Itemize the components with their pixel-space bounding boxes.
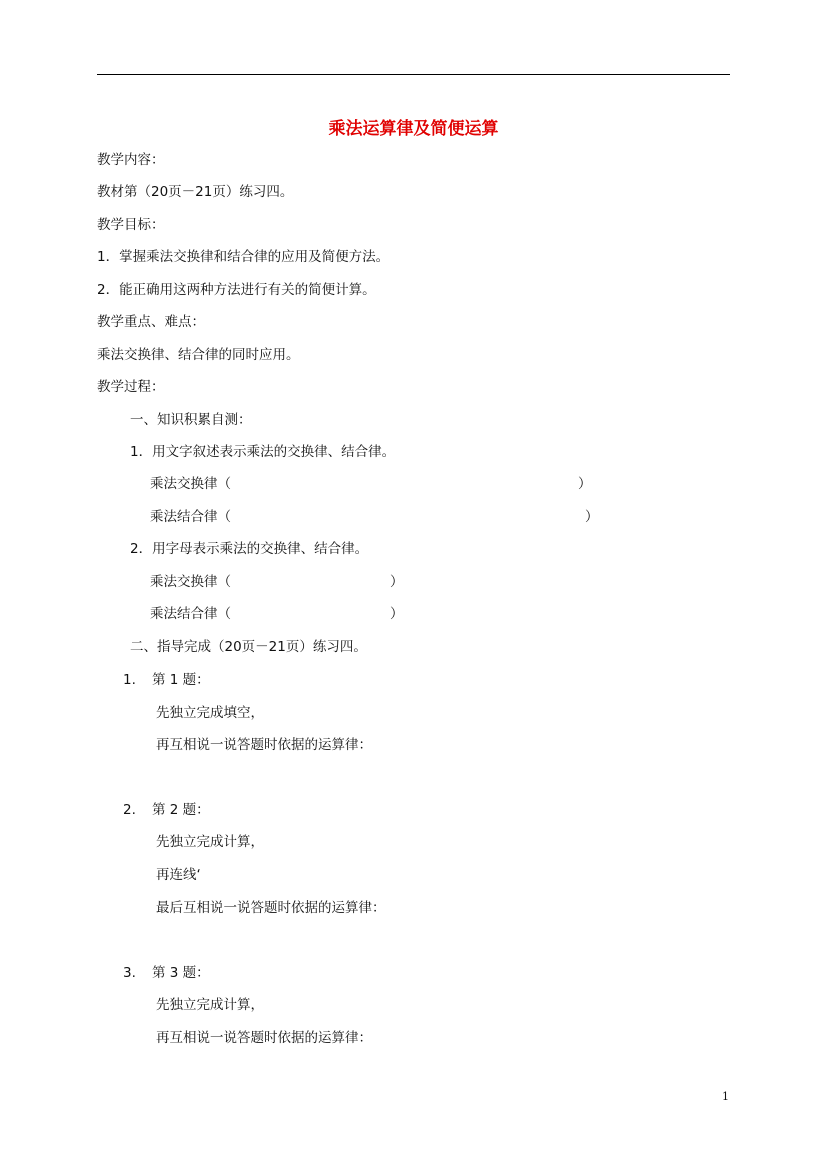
text-line: 乘法交换律、结合律的同时应用。 [97, 347, 300, 363]
text-line: 2．用字母表示乘法的交换律、结合律。 [130, 541, 369, 557]
text-line: 一、知识积累自测： [130, 412, 252, 428]
text-line: 乘法结合律（ [150, 606, 231, 622]
text-line: 教学目标： [97, 217, 165, 233]
text-line: 第 1 题： [152, 672, 210, 688]
text-line: 先独立完成计算， [156, 834, 264, 850]
text-line: 第 2 题： [152, 802, 210, 818]
header-rule [97, 74, 730, 75]
text-line: 再连线‘ [156, 867, 201, 883]
text-line: 二、指导完成（20页－21页）练习四。 [130, 639, 367, 655]
text-line: 乘法结合律（ [150, 509, 231, 525]
text-line: 再互相说一说答题时依据的运算律： [156, 737, 372, 753]
text-line: 教材第（20页－21页）练习四。 [97, 184, 294, 200]
list-number: 1. [123, 672, 136, 688]
text-line: 最后互相说一说答题时依据的运算律： [156, 900, 386, 916]
text-line: ） [390, 574, 404, 590]
text-line: 1．掌握乘法交换律和结合律的应用及简便方法。 [97, 249, 390, 265]
page-title: 乘法运算律及简便运算 [328, 119, 499, 139]
text-line: 先独立完成计算， [156, 997, 264, 1013]
text-line: 乘法交换律（ [150, 476, 231, 492]
text-line: 第 3 题： [152, 965, 210, 981]
list-number: 2. [123, 802, 136, 818]
list-number: 3. [123, 965, 136, 981]
text-line: 先独立完成填空， [156, 705, 264, 721]
text-line: 教学内容： [97, 152, 165, 168]
page-number: 1 [722, 1090, 729, 1103]
text-line: ） [390, 606, 404, 622]
text-line: 乘法交换律（ [150, 574, 231, 590]
text-line: 2．能正确用这两种方法进行有关的简便计算。 [97, 282, 376, 298]
text-line: 再互相说一说答题时依据的运算律： [156, 1030, 372, 1046]
text-line: ） [578, 476, 592, 492]
text-line: 教学过程： [97, 379, 165, 395]
text-line: 教学重点、难点： [97, 314, 205, 330]
text-line: ） [585, 509, 599, 525]
text-line: 1．用文字叙述表示乘法的交换律、结合律。 [130, 444, 396, 460]
